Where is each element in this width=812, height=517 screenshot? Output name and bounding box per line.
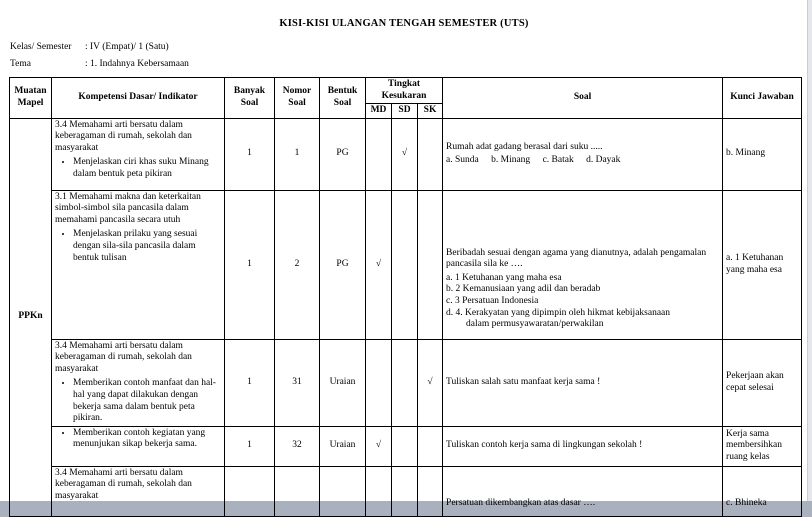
header-bentuk-soal: Bentuk Soal bbox=[320, 78, 366, 119]
indikator-item: • Menjelaskan prilaku yang sesuai dengan sila-sila pancasila dalam bentuk tulisan bbox=[73, 229, 221, 264]
nomor-soal-cell: 2 bbox=[275, 190, 320, 339]
sd-cell bbox=[392, 426, 418, 466]
header-sk: SK bbox=[418, 104, 443, 119]
kd-cell bbox=[52, 118, 225, 190]
document-title: KISI-KISI ULANGAN TENGAH SEMESTER (UTS) bbox=[279, 18, 529, 29]
soal-question: Persatuan dikembangkan atas dasar …. bbox=[446, 498, 596, 509]
header-sd: SD bbox=[392, 104, 418, 119]
kunci-jawaban-cell: a. 1 Ketuhanan yang maha esa bbox=[723, 190, 802, 339]
sd-cell bbox=[392, 339, 418, 426]
soal-options bbox=[446, 155, 719, 167]
soal-options bbox=[446, 273, 719, 331]
nomor-soal-cell: 31 bbox=[275, 339, 320, 426]
banyak-soal-cell: 1 bbox=[225, 118, 275, 190]
kd-text: 3.4 Memahami arti bersatu dalam keberagaman di rumah, sekolah dan masyarakat bbox=[55, 340, 192, 374]
soal-question: Tuliskan salah satu manfaat kerja sama ! bbox=[446, 376, 601, 387]
soal-question: Tuliskan contoh kerja sama di lingkungan sekolah ! bbox=[446, 440, 643, 451]
tema-label: Tema bbox=[10, 59, 31, 69]
kd-cell bbox=[52, 339, 225, 426]
bentuk-soal-cell: PG bbox=[320, 118, 366, 190]
kunci-jawaban-cell: b. Minang bbox=[723, 118, 802, 190]
option-d-continuation: dalam permusyawaratan/perwakilan bbox=[466, 319, 604, 330]
option-a: a. 1 Ketuhanan yang maha esa bbox=[446, 272, 562, 283]
tema-value: : 1. Indahnya Kebersamaan bbox=[85, 59, 189, 69]
banyak-soal-cell: 1 bbox=[225, 190, 275, 339]
banyak-soal-cell bbox=[225, 466, 275, 516]
sk-cell bbox=[418, 466, 443, 516]
bentuk-soal-cell bbox=[320, 466, 366, 516]
kd-text: 3.4 Memahami arti bersatu dalam keberagaman di rumah, sekolah dan masyarakat bbox=[55, 119, 192, 153]
sd-cell: √ bbox=[392, 118, 418, 190]
option-b: b. Minang bbox=[491, 155, 531, 166]
md-cell bbox=[366, 118, 392, 190]
md-cell bbox=[366, 339, 392, 426]
header-soal: Soal bbox=[443, 78, 723, 119]
soal-cell bbox=[443, 190, 723, 339]
nomor-soal-cell bbox=[275, 466, 320, 516]
kunci-jawaban-cell: Pekerjaan akan cepat selesai bbox=[723, 339, 802, 426]
soal-cell bbox=[443, 426, 723, 466]
soal-question: Beribadah sesuai dengan agama yang dianutnya, adalah pengamalan pancasila sila ke …. bbox=[446, 247, 707, 270]
indikator-item: • Menjelaskan ciri khas suku Minang dalam bentuk peta pikiran bbox=[73, 157, 221, 180]
sd-cell bbox=[392, 466, 418, 516]
banyak-soal-cell: 1 bbox=[225, 426, 275, 466]
sd-cell bbox=[392, 190, 418, 339]
md-cell: √ bbox=[366, 190, 392, 339]
kd-text: 3.4 Memahami arti bersatu dalam keberagaman di rumah, sekolah dan masyarakat bbox=[55, 467, 192, 501]
sk-cell bbox=[418, 426, 443, 466]
kd-cell bbox=[52, 190, 225, 339]
vertical-scrollbar[interactable] bbox=[807, 0, 812, 501]
banyak-soal-cell: 1 bbox=[225, 339, 275, 426]
tema-line bbox=[10, 59, 189, 69]
kisi-kisi-table bbox=[9, 77, 802, 517]
header-nomor-soal: Nomor Soal bbox=[275, 78, 320, 119]
bentuk-soal-cell: Uraian bbox=[320, 339, 366, 426]
kd-text: 3.1 Memahami makna dan keterkaitan simbol-simbol sila pancasila dalam memahami pancasila secara utuh bbox=[55, 191, 201, 225]
bentuk-soal-cell: PG bbox=[320, 190, 366, 339]
table-row bbox=[10, 466, 802, 516]
kelas-semester-value: : IV (Empat)/ 1 (Satu) bbox=[85, 42, 169, 52]
option-b: b. 2 Kemanusiaan yang adil dan beradab bbox=[446, 284, 601, 295]
sk-cell bbox=[418, 118, 443, 190]
header-muatan-mapel: Muatan Mapel bbox=[10, 78, 52, 119]
kd-cell bbox=[52, 466, 225, 516]
header-tingkat-kesukaran: Tingkat Kesukaran bbox=[366, 78, 443, 104]
md-cell: √ bbox=[366, 426, 392, 466]
nomor-soal-cell: 32 bbox=[275, 426, 320, 466]
soal-question: Rumah adat gadang berasal dari suku ..... bbox=[446, 141, 603, 152]
kunci-jawaban-cell: Kerja sama membersihkan ruang kelas bbox=[723, 426, 802, 466]
header-kompetensi-dasar: Kompetensi Dasar/ Indikator bbox=[52, 78, 225, 119]
kunci-jawaban-cell: c. Bhineka bbox=[723, 466, 802, 516]
sk-cell: √ bbox=[418, 339, 443, 426]
soal-cell bbox=[443, 339, 723, 426]
indikator-item: • Memberikan contoh manfaat dan hal-hal yang dapat dilakukan dengan bekerja sama dalam bentuk peta pikiran. bbox=[73, 378, 221, 424]
option-d: d. Dayak bbox=[586, 155, 621, 166]
option-c: c. Batak bbox=[542, 155, 574, 166]
kelas-semester-label: Kelas/ Semester bbox=[10, 42, 72, 52]
bentuk-soal-cell: Uraian bbox=[320, 426, 366, 466]
table-row bbox=[10, 426, 802, 466]
table-row bbox=[10, 339, 802, 426]
indikator-item: • Memberikan contoh kegiatan yang menunjukan sikap bekerja sama. bbox=[73, 428, 221, 451]
md-cell bbox=[366, 466, 392, 516]
table-row bbox=[10, 190, 802, 339]
nomor-soal-cell: 1 bbox=[275, 118, 320, 190]
option-c: c. 3 Persatuan Indonesia bbox=[446, 296, 539, 307]
header-kunci-jawaban: Kunci Jawaban bbox=[723, 78, 802, 119]
table-row bbox=[10, 118, 802, 190]
sk-cell bbox=[418, 190, 443, 339]
header-banyak-soal: Banyak Soal bbox=[225, 78, 275, 119]
muatan-mapel-cell: PPKn bbox=[10, 118, 52, 516]
kelas-semester-line bbox=[10, 42, 169, 52]
kd-cell bbox=[52, 426, 225, 466]
option-d: d. 4. Kerakyatan yang dipimpin oleh hikmat kebijaksanaan bbox=[446, 307, 671, 318]
option-a: a. Sunda bbox=[446, 155, 479, 166]
soal-cell bbox=[443, 118, 723, 190]
header-md: MD bbox=[366, 104, 392, 119]
soal-cell bbox=[443, 466, 723, 516]
